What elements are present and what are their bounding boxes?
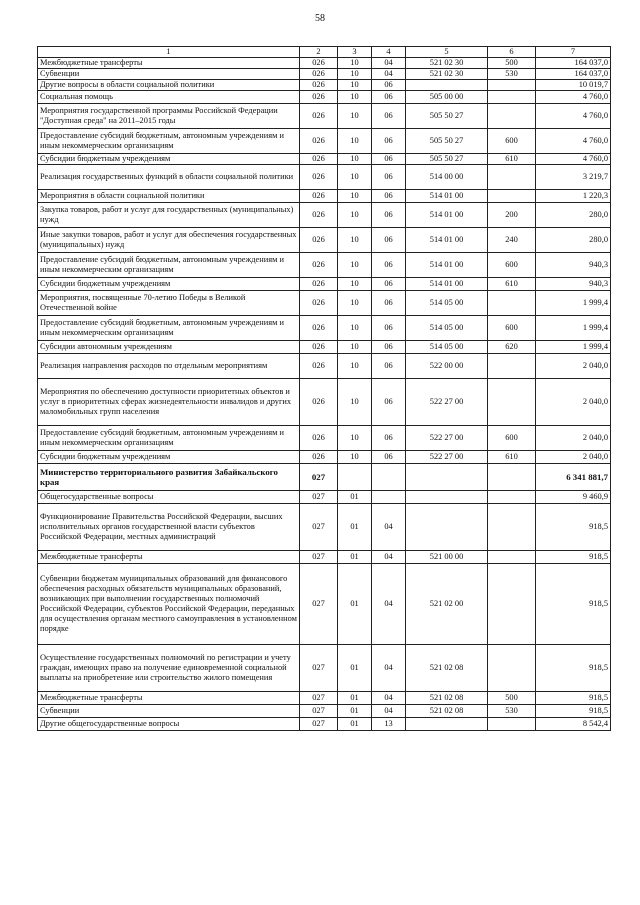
row-expense-type-cell xyxy=(488,645,536,692)
row-subsection-cell: 06 xyxy=(372,104,406,129)
row-code-cell: 026 xyxy=(300,228,338,253)
table-row xyxy=(38,354,611,379)
row-section-cell: 01 xyxy=(338,564,372,645)
table-row xyxy=(38,291,611,316)
row-amount-cell: 1 999,4 xyxy=(536,291,611,316)
row-expense-type-cell xyxy=(488,551,536,564)
row-name-cell: Субвенции xyxy=(38,69,300,80)
table-row xyxy=(38,203,611,228)
row-code-cell: 026 xyxy=(300,451,338,464)
row-target-cell: 521 02 08 xyxy=(406,692,488,705)
row-name-cell: Общегосударственные вопросы xyxy=(38,491,300,504)
row-code-cell: 027 xyxy=(300,645,338,692)
row-section-cell: 10 xyxy=(338,451,372,464)
table-row xyxy=(38,341,611,354)
row-section-cell: 01 xyxy=(338,504,372,551)
table-row xyxy=(38,58,611,69)
row-expense-type-cell: 500 xyxy=(488,58,536,69)
row-name-cell: Осуществление государственных полномочий по регистрации и учету граждан, имеющих право на получение единовременной социальной выплаты на приобретение или строительство жилого помещения xyxy=(38,645,300,692)
row-subsection-cell: 06 xyxy=(372,154,406,165)
row-code-cell: 026 xyxy=(300,426,338,451)
row-expense-type-cell: 600 xyxy=(488,316,536,341)
row-expense-type-cell: 600 xyxy=(488,129,536,154)
row-section-cell: 10 xyxy=(338,203,372,228)
row-section-cell: 10 xyxy=(338,165,372,190)
row-name-cell: Предоставление субсидий бюджетным, автономным учреждениям и иным некоммерческим организациям xyxy=(38,129,300,154)
table-row xyxy=(38,278,611,291)
row-section-cell: 10 xyxy=(338,228,372,253)
row-amount-cell: 10 019,7 xyxy=(536,80,611,91)
table-row xyxy=(38,426,611,451)
row-subsection-cell: 04 xyxy=(372,58,406,69)
row-name-cell: Реализация направления расходов по отдельным мероприятиям xyxy=(38,354,300,379)
row-target-cell: 521 02 30 xyxy=(406,58,488,69)
row-subsection-cell: 06 xyxy=(372,253,406,278)
row-amount-cell: 918,5 xyxy=(536,551,611,564)
row-subsection-cell xyxy=(372,491,406,504)
table-row xyxy=(38,504,611,551)
row-section-cell: 10 xyxy=(338,69,372,80)
row-code-cell: 026 xyxy=(300,253,338,278)
row-section-cell: 10 xyxy=(338,278,372,291)
row-target-cell: 505 00 00 xyxy=(406,91,488,104)
row-subsection-cell: 06 xyxy=(372,165,406,190)
header-cell: 4 xyxy=(372,47,406,58)
row-amount-cell: 918,5 xyxy=(536,705,611,718)
row-name-cell: Субвенции бюджетам муниципальных образований для финансового обеспечения расходных обязательств муниципальных образований, возникающих при выполнении государственных полномочий Российской Федерации, субъектов Российской Федерации, переданных для осуществления органам местного самоуправления в установленном порядке xyxy=(38,564,300,645)
row-code-cell: 027 xyxy=(300,718,338,731)
table-row xyxy=(38,451,611,464)
row-target-cell: 514 05 00 xyxy=(406,316,488,341)
table-row xyxy=(38,491,611,504)
table-row xyxy=(38,165,611,190)
row-target-cell: 514 01 00 xyxy=(406,203,488,228)
row-section-cell: 10 xyxy=(338,253,372,278)
row-expense-type-cell: 240 xyxy=(488,228,536,253)
row-section-cell xyxy=(338,464,372,491)
row-subsection-cell: 04 xyxy=(372,551,406,564)
row-subsection-cell: 06 xyxy=(372,228,406,253)
row-section-cell: 10 xyxy=(338,354,372,379)
row-amount-cell: 280,0 xyxy=(536,203,611,228)
table-row xyxy=(38,705,611,718)
row-amount-cell: 918,5 xyxy=(536,692,611,705)
row-target-cell: 514 01 00 xyxy=(406,228,488,253)
table-row xyxy=(38,91,611,104)
table-row xyxy=(38,104,611,129)
row-name-cell: Межбюджетные трансферты xyxy=(38,551,300,564)
header-cell: 5 xyxy=(406,47,488,58)
row-code-cell: 026 xyxy=(300,91,338,104)
header-cell: 2 xyxy=(300,47,338,58)
row-name-cell: Реализация государственных функций в области социальной политики xyxy=(38,165,300,190)
row-subsection-cell: 06 xyxy=(372,426,406,451)
row-section-cell: 10 xyxy=(338,129,372,154)
row-expense-type-cell xyxy=(488,91,536,104)
row-target-cell: 505 50 27 xyxy=(406,154,488,165)
row-expense-type-cell xyxy=(488,504,536,551)
row-name-cell: Предоставление субсидий бюджетным, автономным учреждениям и иным некоммерческим организациям xyxy=(38,426,300,451)
row-target-cell: 521 02 08 xyxy=(406,645,488,692)
page-number: 58 xyxy=(315,13,325,24)
row-amount-cell: 6 341 881,7 xyxy=(536,464,611,491)
row-target-cell xyxy=(406,718,488,731)
row-code-cell: 027 xyxy=(300,464,338,491)
row-target-cell xyxy=(406,504,488,551)
row-expense-type-cell: 600 xyxy=(488,426,536,451)
row-code-cell: 027 xyxy=(300,705,338,718)
row-amount-cell: 8 542,4 xyxy=(536,718,611,731)
row-name-cell: Мероприятия государственной программы Российской Федерации "Доступная среда" на 2011–2015 годы xyxy=(38,104,300,129)
row-target-cell: 521 00 00 xyxy=(406,551,488,564)
row-code-cell: 027 xyxy=(300,692,338,705)
table-row xyxy=(38,379,611,426)
row-amount-cell: 1 999,4 xyxy=(536,316,611,341)
row-target-cell: 514 01 00 xyxy=(406,190,488,203)
row-expense-type-cell xyxy=(488,491,536,504)
row-name-cell: Иные закупки товаров, работ и услуг для обеспечения государственных (муниципальных) нужд xyxy=(38,228,300,253)
header-cell: 1 xyxy=(38,47,300,58)
row-expense-type-cell: 530 xyxy=(488,705,536,718)
row-code-cell: 026 xyxy=(300,69,338,80)
row-subsection-cell: 06 xyxy=(372,129,406,154)
row-section-cell: 10 xyxy=(338,316,372,341)
row-code-cell: 026 xyxy=(300,80,338,91)
row-section-cell: 01 xyxy=(338,491,372,504)
row-name-cell: Субвенции xyxy=(38,705,300,718)
table-row xyxy=(38,154,611,165)
table-row xyxy=(38,564,611,645)
table-row xyxy=(38,551,611,564)
row-subsection-cell: 13 xyxy=(372,718,406,731)
row-target-cell: 514 01 00 xyxy=(406,278,488,291)
header-cell: 3 xyxy=(338,47,372,58)
row-amount-cell: 2 040,0 xyxy=(536,379,611,426)
row-code-cell: 026 xyxy=(300,341,338,354)
row-name-cell: Другие общегосударственные вопросы xyxy=(38,718,300,731)
row-name-cell: Субсидии автономным учреждениям xyxy=(38,341,300,354)
table-row xyxy=(38,228,611,253)
row-name-cell: Мероприятия, посвященные 70-летию Победы в Великой Отечественной войне xyxy=(38,291,300,316)
row-target-cell: 522 00 00 xyxy=(406,354,488,379)
row-subsection-cell: 06 xyxy=(372,451,406,464)
row-target-cell xyxy=(406,491,488,504)
row-section-cell: 01 xyxy=(338,551,372,564)
row-name-cell: Межбюджетные трансферты xyxy=(38,58,300,69)
row-target-cell xyxy=(406,464,488,491)
row-subsection-cell: 04 xyxy=(372,69,406,80)
row-code-cell: 026 xyxy=(300,203,338,228)
row-amount-cell: 918,5 xyxy=(536,564,611,645)
table-row xyxy=(38,253,611,278)
budget-table xyxy=(37,46,611,731)
row-code-cell: 026 xyxy=(300,154,338,165)
row-subsection-cell: 06 xyxy=(372,341,406,354)
header-cell: 7 xyxy=(536,47,611,58)
row-expense-type-cell xyxy=(488,104,536,129)
table-row xyxy=(38,190,611,203)
row-amount-cell: 2 040,0 xyxy=(536,354,611,379)
row-name-cell: Закупка товаров, работ и услуг для государственных (муниципальных) нужд xyxy=(38,203,300,228)
table-row xyxy=(38,80,611,91)
row-subsection-cell: 04 xyxy=(372,645,406,692)
row-section-cell: 10 xyxy=(338,104,372,129)
row-code-cell: 026 xyxy=(300,190,338,203)
row-subsection-cell: 04 xyxy=(372,564,406,645)
row-target-cell xyxy=(406,80,488,91)
row-section-cell: 10 xyxy=(338,341,372,354)
row-section-cell: 10 xyxy=(338,190,372,203)
row-subsection-cell: 06 xyxy=(372,354,406,379)
table-row xyxy=(38,69,611,80)
row-subsection-cell: 06 xyxy=(372,379,406,426)
row-amount-cell: 4 760,0 xyxy=(536,104,611,129)
row-expense-type-cell: 200 xyxy=(488,203,536,228)
row-name-cell: Министерство территориального развития Забайкальского края xyxy=(38,464,300,491)
row-amount-cell: 940,3 xyxy=(536,278,611,291)
row-amount-cell: 918,5 xyxy=(536,645,611,692)
row-target-cell: 514 00 00 xyxy=(406,165,488,190)
row-target-cell: 521 02 30 xyxy=(406,69,488,80)
row-expense-type-cell xyxy=(488,354,536,379)
row-target-cell: 514 01 00 xyxy=(406,253,488,278)
row-amount-cell: 4 760,0 xyxy=(536,154,611,165)
row-name-cell: Предоставление субсидий бюджетным, автономным учреждениям и иным некоммерческим организациям xyxy=(38,316,300,341)
row-expense-type-cell xyxy=(488,80,536,91)
row-subsection-cell: 04 xyxy=(372,692,406,705)
row-code-cell: 026 xyxy=(300,291,338,316)
row-expense-type-cell: 610 xyxy=(488,154,536,165)
row-amount-cell: 280,0 xyxy=(536,228,611,253)
row-section-cell: 01 xyxy=(338,645,372,692)
table-row xyxy=(38,316,611,341)
row-name-cell: Функционирование Правительства Российской Федерации, высших исполнительных органов государственной власти субъектов Российской Федерации, местных администраций xyxy=(38,504,300,551)
row-subsection-cell: 06 xyxy=(372,316,406,341)
row-amount-cell: 2 040,0 xyxy=(536,426,611,451)
row-expense-type-cell xyxy=(488,165,536,190)
row-code-cell: 026 xyxy=(300,316,338,341)
table-row xyxy=(38,129,611,154)
row-amount-cell: 918,5 xyxy=(536,504,611,551)
row-target-cell: 522 27 00 xyxy=(406,451,488,464)
row-expense-type-cell: 610 xyxy=(488,451,536,464)
row-name-cell: Субсидии бюджетным учреждениям xyxy=(38,278,300,291)
row-code-cell: 026 xyxy=(300,379,338,426)
row-expense-type-cell: 610 xyxy=(488,278,536,291)
row-subsection-cell: 06 xyxy=(372,291,406,316)
row-subsection-cell xyxy=(372,464,406,491)
row-code-cell: 027 xyxy=(300,504,338,551)
row-target-cell: 522 27 00 xyxy=(406,379,488,426)
row-subsection-cell: 04 xyxy=(372,504,406,551)
row-code-cell: 026 xyxy=(300,165,338,190)
row-section-cell: 10 xyxy=(338,154,372,165)
row-target-cell: 505 50 27 xyxy=(406,104,488,129)
row-subsection-cell: 04 xyxy=(372,705,406,718)
row-amount-cell: 4 760,0 xyxy=(536,91,611,104)
row-section-cell: 10 xyxy=(338,80,372,91)
row-code-cell: 027 xyxy=(300,491,338,504)
row-amount-cell: 164 037,0 xyxy=(536,69,611,80)
row-expense-type-cell: 620 xyxy=(488,341,536,354)
row-expense-type-cell xyxy=(488,464,536,491)
row-amount-cell: 9 460,9 xyxy=(536,491,611,504)
row-expense-type-cell: 500 xyxy=(488,692,536,705)
row-name-cell: Межбюджетные трансферты xyxy=(38,692,300,705)
row-target-cell: 514 05 00 xyxy=(406,341,488,354)
row-expense-type-cell xyxy=(488,379,536,426)
row-section-cell: 10 xyxy=(338,291,372,316)
row-amount-cell: 940,3 xyxy=(536,253,611,278)
row-code-cell: 026 xyxy=(300,129,338,154)
row-code-cell: 026 xyxy=(300,354,338,379)
row-subsection-cell: 06 xyxy=(372,190,406,203)
row-subsection-cell: 06 xyxy=(372,278,406,291)
row-section-cell: 10 xyxy=(338,91,372,104)
row-code-cell: 026 xyxy=(300,58,338,69)
row-name-cell: Предоставление субсидий бюджетным, автономным учреждениям и иным некоммерческим организациям xyxy=(38,253,300,278)
table-row xyxy=(38,645,611,692)
row-expense-type-cell: 530 xyxy=(488,69,536,80)
row-section-cell: 01 xyxy=(338,692,372,705)
row-name-cell: Субсидии бюджетным учреждениям xyxy=(38,451,300,464)
row-name-cell: Мероприятия в области социальной политики xyxy=(38,190,300,203)
row-code-cell: 027 xyxy=(300,551,338,564)
row-expense-type-cell xyxy=(488,564,536,645)
row-amount-cell: 2 040,0 xyxy=(536,451,611,464)
row-amount-cell: 1 220,3 xyxy=(536,190,611,203)
row-section-cell: 10 xyxy=(338,426,372,451)
row-target-cell: 522 27 00 xyxy=(406,426,488,451)
row-target-cell: 521 02 08 xyxy=(406,705,488,718)
row-expense-type-cell xyxy=(488,190,536,203)
table-row xyxy=(38,692,611,705)
row-code-cell: 026 xyxy=(300,104,338,129)
row-expense-type-cell xyxy=(488,291,536,316)
row-name-cell: Социальная помощь xyxy=(38,91,300,104)
table-row xyxy=(38,464,611,491)
row-code-cell: 027 xyxy=(300,564,338,645)
row-expense-type-cell xyxy=(488,718,536,731)
row-subsection-cell: 06 xyxy=(372,80,406,91)
row-name-cell: Другие вопросы в области социальной политики xyxy=(38,80,300,91)
row-expense-type-cell: 600 xyxy=(488,253,536,278)
table-header-row xyxy=(38,47,611,58)
row-section-cell: 01 xyxy=(338,718,372,731)
row-amount-cell: 4 760,0 xyxy=(536,129,611,154)
row-section-cell: 10 xyxy=(338,379,372,426)
row-subsection-cell: 06 xyxy=(372,91,406,104)
row-name-cell: Мероприятия по обеспечению доступности приоритетных объектов и услуг в приоритетных сферах жизнедеятельности инвалидов и других маломобильных групп населения xyxy=(38,379,300,426)
row-target-cell: 514 05 00 xyxy=(406,291,488,316)
table-row xyxy=(38,718,611,731)
row-subsection-cell: 06 xyxy=(372,203,406,228)
header-cell: 6 xyxy=(488,47,536,58)
row-target-cell: 505 50 27 xyxy=(406,129,488,154)
row-code-cell: 026 xyxy=(300,278,338,291)
row-section-cell: 01 xyxy=(338,705,372,718)
row-amount-cell: 1 999,4 xyxy=(536,341,611,354)
row-amount-cell: 3 219,7 xyxy=(536,165,611,190)
row-section-cell: 10 xyxy=(338,58,372,69)
row-amount-cell: 164 037,0 xyxy=(536,58,611,69)
row-target-cell: 521 02 00 xyxy=(406,564,488,645)
row-name-cell: Субсидии бюджетным учреждениям xyxy=(38,154,300,165)
